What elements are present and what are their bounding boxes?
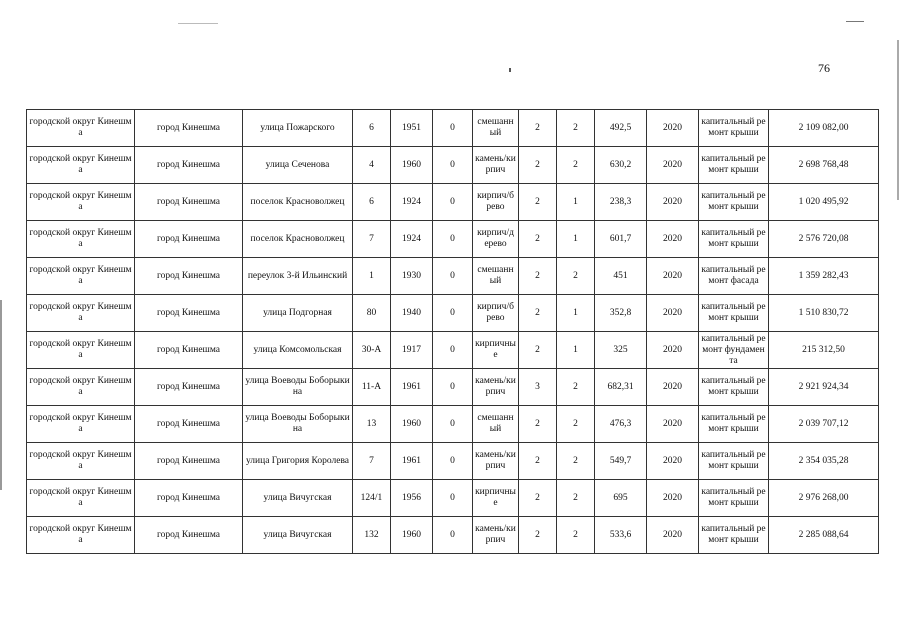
area-cell: 533,6 bbox=[595, 517, 647, 554]
floors-cell: 2 bbox=[519, 221, 557, 258]
amount-cell: 2 039 707,12 bbox=[769, 406, 879, 443]
area-cell: 492,5 bbox=[595, 110, 647, 147]
amount-cell: 1 359 282,43 bbox=[769, 258, 879, 295]
city-cell: город Кинешма bbox=[135, 406, 243, 443]
house-number-cell: 1 bbox=[353, 258, 391, 295]
amount-cell: 2 921 924,34 bbox=[769, 369, 879, 406]
work-type-cell: капитальный ремонт крыши bbox=[699, 295, 769, 332]
district-cell: городской округ Кинешма bbox=[27, 332, 135, 369]
work-type-cell: капитальный ремонт крыши bbox=[699, 147, 769, 184]
floors-cell: 2 bbox=[519, 110, 557, 147]
city-cell: город Кинешма bbox=[135, 443, 243, 480]
street-cell: улица Воеводы Боборыкина bbox=[243, 369, 353, 406]
floors-cell: 2 bbox=[519, 147, 557, 184]
area-cell: 352,8 bbox=[595, 295, 647, 332]
build-year-cell: 1961 bbox=[391, 369, 433, 406]
house-number-cell: 13 bbox=[353, 406, 391, 443]
floors-cell: 2 bbox=[519, 443, 557, 480]
table-row bbox=[27, 184, 879, 221]
area-cell: 549,7 bbox=[595, 443, 647, 480]
area-cell: 601,7 bbox=[595, 221, 647, 258]
entrances-cell: 2 bbox=[557, 406, 595, 443]
table-row bbox=[27, 480, 879, 517]
build-year-cell: 1961 bbox=[391, 443, 433, 480]
scan-artifact bbox=[846, 21, 864, 22]
entrances-cell: 2 bbox=[557, 258, 595, 295]
wall-material-cell: смешанный bbox=[473, 406, 519, 443]
district-cell: городской округ Кинешма bbox=[27, 110, 135, 147]
street-cell: улица Григория Королева bbox=[243, 443, 353, 480]
entrances-cell: 2 bbox=[557, 369, 595, 406]
city-cell: город Кинешма bbox=[135, 221, 243, 258]
floors-cell: 2 bbox=[519, 332, 557, 369]
house-number-cell: 6 bbox=[353, 110, 391, 147]
table-row bbox=[27, 221, 879, 258]
zero-cell: 0 bbox=[433, 369, 473, 406]
build-year-cell: 1924 bbox=[391, 221, 433, 258]
amount-cell: 2 976 268,00 bbox=[769, 480, 879, 517]
housing-repair-table bbox=[26, 109, 879, 554]
floors-cell: 2 bbox=[519, 295, 557, 332]
plan-year-cell: 2020 bbox=[647, 369, 699, 406]
scan-artifact bbox=[178, 23, 218, 24]
house-number-cell: 6 bbox=[353, 184, 391, 221]
floors-cell: 2 bbox=[519, 258, 557, 295]
amount-cell: 1 510 830,72 bbox=[769, 295, 879, 332]
build-year-cell: 1960 bbox=[391, 406, 433, 443]
amount-cell: 2 285 088,64 bbox=[769, 517, 879, 554]
wall-material-cell: камень/кирпич bbox=[473, 147, 519, 184]
house-number-cell: 30-А bbox=[353, 332, 391, 369]
zero-cell: 0 bbox=[433, 110, 473, 147]
zero-cell: 0 bbox=[433, 517, 473, 554]
street-cell: улица Подгорная bbox=[243, 295, 353, 332]
district-cell: городской округ Кинешма bbox=[27, 480, 135, 517]
wall-material-cell: камень/кирпич bbox=[473, 369, 519, 406]
street-cell: поселок Красноволжец bbox=[243, 221, 353, 258]
district-cell: городской округ Кинешма bbox=[27, 443, 135, 480]
area-cell: 238,3 bbox=[595, 184, 647, 221]
street-cell: улица Вичугская bbox=[243, 517, 353, 554]
district-cell: городской округ Кинешма bbox=[27, 295, 135, 332]
city-cell: город Кинешма bbox=[135, 480, 243, 517]
district-cell: городской округ Кинешма bbox=[27, 369, 135, 406]
table-row bbox=[27, 110, 879, 147]
amount-cell: 215 312,50 bbox=[769, 332, 879, 369]
amount-cell: 2 698 768,48 bbox=[769, 147, 879, 184]
plan-year-cell: 2020 bbox=[647, 110, 699, 147]
plan-year-cell: 2020 bbox=[647, 295, 699, 332]
wall-material-cell: кирпич/дерево bbox=[473, 221, 519, 258]
house-number-cell: 132 bbox=[353, 517, 391, 554]
street-cell: переулок 3-й Ильинский bbox=[243, 258, 353, 295]
wall-material-cell: камень/кирпич bbox=[473, 443, 519, 480]
district-cell: городской округ Кинешма bbox=[27, 184, 135, 221]
area-cell: 451 bbox=[595, 258, 647, 295]
district-cell: городской округ Кинешма bbox=[27, 147, 135, 184]
table-row bbox=[27, 332, 879, 369]
house-number-cell: 7 bbox=[353, 443, 391, 480]
house-number-cell: 80 bbox=[353, 295, 391, 332]
entrances-cell: 2 bbox=[557, 443, 595, 480]
street-cell: улица Воеводы Боборыкина bbox=[243, 406, 353, 443]
build-year-cell: 1956 bbox=[391, 480, 433, 517]
zero-cell: 0 bbox=[433, 443, 473, 480]
area-cell: 695 bbox=[595, 480, 647, 517]
entrances-cell: 1 bbox=[557, 295, 595, 332]
wall-material-cell: камень/кирпич bbox=[473, 517, 519, 554]
city-cell: город Кинешма bbox=[135, 517, 243, 554]
wall-material-cell: кирпич/брево bbox=[473, 184, 519, 221]
wall-material-cell: кирпич/брево bbox=[473, 295, 519, 332]
house-number-cell: 4 bbox=[353, 147, 391, 184]
entrances-cell: 2 bbox=[557, 110, 595, 147]
build-year-cell: 1940 bbox=[391, 295, 433, 332]
table-body bbox=[27, 110, 879, 554]
street-cell: улица Пожарского bbox=[243, 110, 353, 147]
plan-year-cell: 2020 bbox=[647, 517, 699, 554]
district-cell: городской округ Кинешма bbox=[27, 517, 135, 554]
street-cell: улица Вичугская bbox=[243, 480, 353, 517]
house-number-cell: 11-А bbox=[353, 369, 391, 406]
entrances-cell: 1 bbox=[557, 332, 595, 369]
entrances-cell: 2 bbox=[557, 517, 595, 554]
build-year-cell: 1960 bbox=[391, 147, 433, 184]
work-type-cell: капитальный ремонт крыши bbox=[699, 443, 769, 480]
floors-cell: 2 bbox=[519, 517, 557, 554]
plan-year-cell: 2020 bbox=[647, 406, 699, 443]
zero-cell: 0 bbox=[433, 406, 473, 443]
work-type-cell: капитальный ремонт крыши bbox=[699, 221, 769, 258]
street-cell: улица Сеченова bbox=[243, 147, 353, 184]
entrances-cell: 2 bbox=[557, 480, 595, 517]
wall-material-cell: смешанный bbox=[473, 258, 519, 295]
scan-artifact bbox=[0, 300, 2, 490]
plan-year-cell: 2020 bbox=[647, 184, 699, 221]
build-year-cell: 1930 bbox=[391, 258, 433, 295]
city-cell: город Кинешма bbox=[135, 258, 243, 295]
zero-cell: 0 bbox=[433, 295, 473, 332]
floors-cell: 3 bbox=[519, 369, 557, 406]
build-year-cell: 1924 bbox=[391, 184, 433, 221]
city-cell: город Кинешма bbox=[135, 295, 243, 332]
city-cell: город Кинешма bbox=[135, 369, 243, 406]
work-type-cell: капитальный ремонт крыши bbox=[699, 184, 769, 221]
build-year-cell: 1951 bbox=[391, 110, 433, 147]
floors-cell: 2 bbox=[519, 480, 557, 517]
wall-material-cell: кирпичные bbox=[473, 480, 519, 517]
area-cell: 682,31 bbox=[595, 369, 647, 406]
zero-cell: 0 bbox=[433, 147, 473, 184]
area-cell: 630,2 bbox=[595, 147, 647, 184]
amount-cell: 1 020 495,92 bbox=[769, 184, 879, 221]
work-type-cell: капитальный ремонт крыши bbox=[699, 406, 769, 443]
amount-cell: 2 576 720,08 bbox=[769, 221, 879, 258]
wall-material-cell: смешанный bbox=[473, 110, 519, 147]
entrances-cell: 1 bbox=[557, 184, 595, 221]
city-cell: город Кинешма bbox=[135, 110, 243, 147]
table-row bbox=[27, 369, 879, 406]
district-cell: городской округ Кинешма bbox=[27, 258, 135, 295]
table-row bbox=[27, 295, 879, 332]
city-cell: город Кинешма bbox=[135, 332, 243, 369]
street-cell: улица Комсомольская bbox=[243, 332, 353, 369]
city-cell: город Кинешма bbox=[135, 184, 243, 221]
work-type-cell: капитальный ремонт крыши bbox=[699, 517, 769, 554]
amount-cell: 2 109 082,00 bbox=[769, 110, 879, 147]
work-type-cell: капитальный ремонт крыши bbox=[699, 480, 769, 517]
work-type-cell: капитальный ремонт фасада bbox=[699, 258, 769, 295]
build-year-cell: 1960 bbox=[391, 517, 433, 554]
table-row bbox=[27, 517, 879, 554]
page-number: 76 bbox=[818, 61, 830, 75]
table-row bbox=[27, 147, 879, 184]
floors-cell: 2 bbox=[519, 184, 557, 221]
floors-cell: 2 bbox=[519, 406, 557, 443]
area-cell: 325 bbox=[595, 332, 647, 369]
amount-cell: 2 354 035,28 bbox=[769, 443, 879, 480]
zero-cell: 0 bbox=[433, 480, 473, 517]
work-type-cell: капитальный ремонт крыши bbox=[699, 369, 769, 406]
entrances-cell: 2 bbox=[557, 147, 595, 184]
zero-cell: 0 bbox=[433, 184, 473, 221]
wall-material-cell: кирпичные bbox=[473, 332, 519, 369]
scan-artifact bbox=[509, 68, 511, 72]
zero-cell: 0 bbox=[433, 221, 473, 258]
zero-cell: 0 bbox=[433, 332, 473, 369]
table-row bbox=[27, 406, 879, 443]
scan-artifact bbox=[897, 40, 899, 200]
house-number-cell: 7 bbox=[353, 221, 391, 258]
plan-year-cell: 2020 bbox=[647, 221, 699, 258]
build-year-cell: 1917 bbox=[391, 332, 433, 369]
district-cell: городской округ Кинешма bbox=[27, 221, 135, 258]
district-cell: городской округ Кинешма bbox=[27, 406, 135, 443]
work-type-cell: капитальный ремонт фундамента bbox=[699, 332, 769, 369]
plan-year-cell: 2020 bbox=[647, 443, 699, 480]
plan-year-cell: 2020 bbox=[647, 147, 699, 184]
house-number-cell: 124/1 bbox=[353, 480, 391, 517]
street-cell: поселок Красноволжец bbox=[243, 184, 353, 221]
plan-year-cell: 2020 bbox=[647, 480, 699, 517]
table-row bbox=[27, 443, 879, 480]
area-cell: 476,3 bbox=[595, 406, 647, 443]
table-row bbox=[27, 258, 879, 295]
zero-cell: 0 bbox=[433, 258, 473, 295]
city-cell: город Кинешма bbox=[135, 147, 243, 184]
work-type-cell: капитальный ремонт крыши bbox=[699, 110, 769, 147]
plan-year-cell: 2020 bbox=[647, 258, 699, 295]
plan-year-cell: 2020 bbox=[647, 332, 699, 369]
entrances-cell: 1 bbox=[557, 221, 595, 258]
